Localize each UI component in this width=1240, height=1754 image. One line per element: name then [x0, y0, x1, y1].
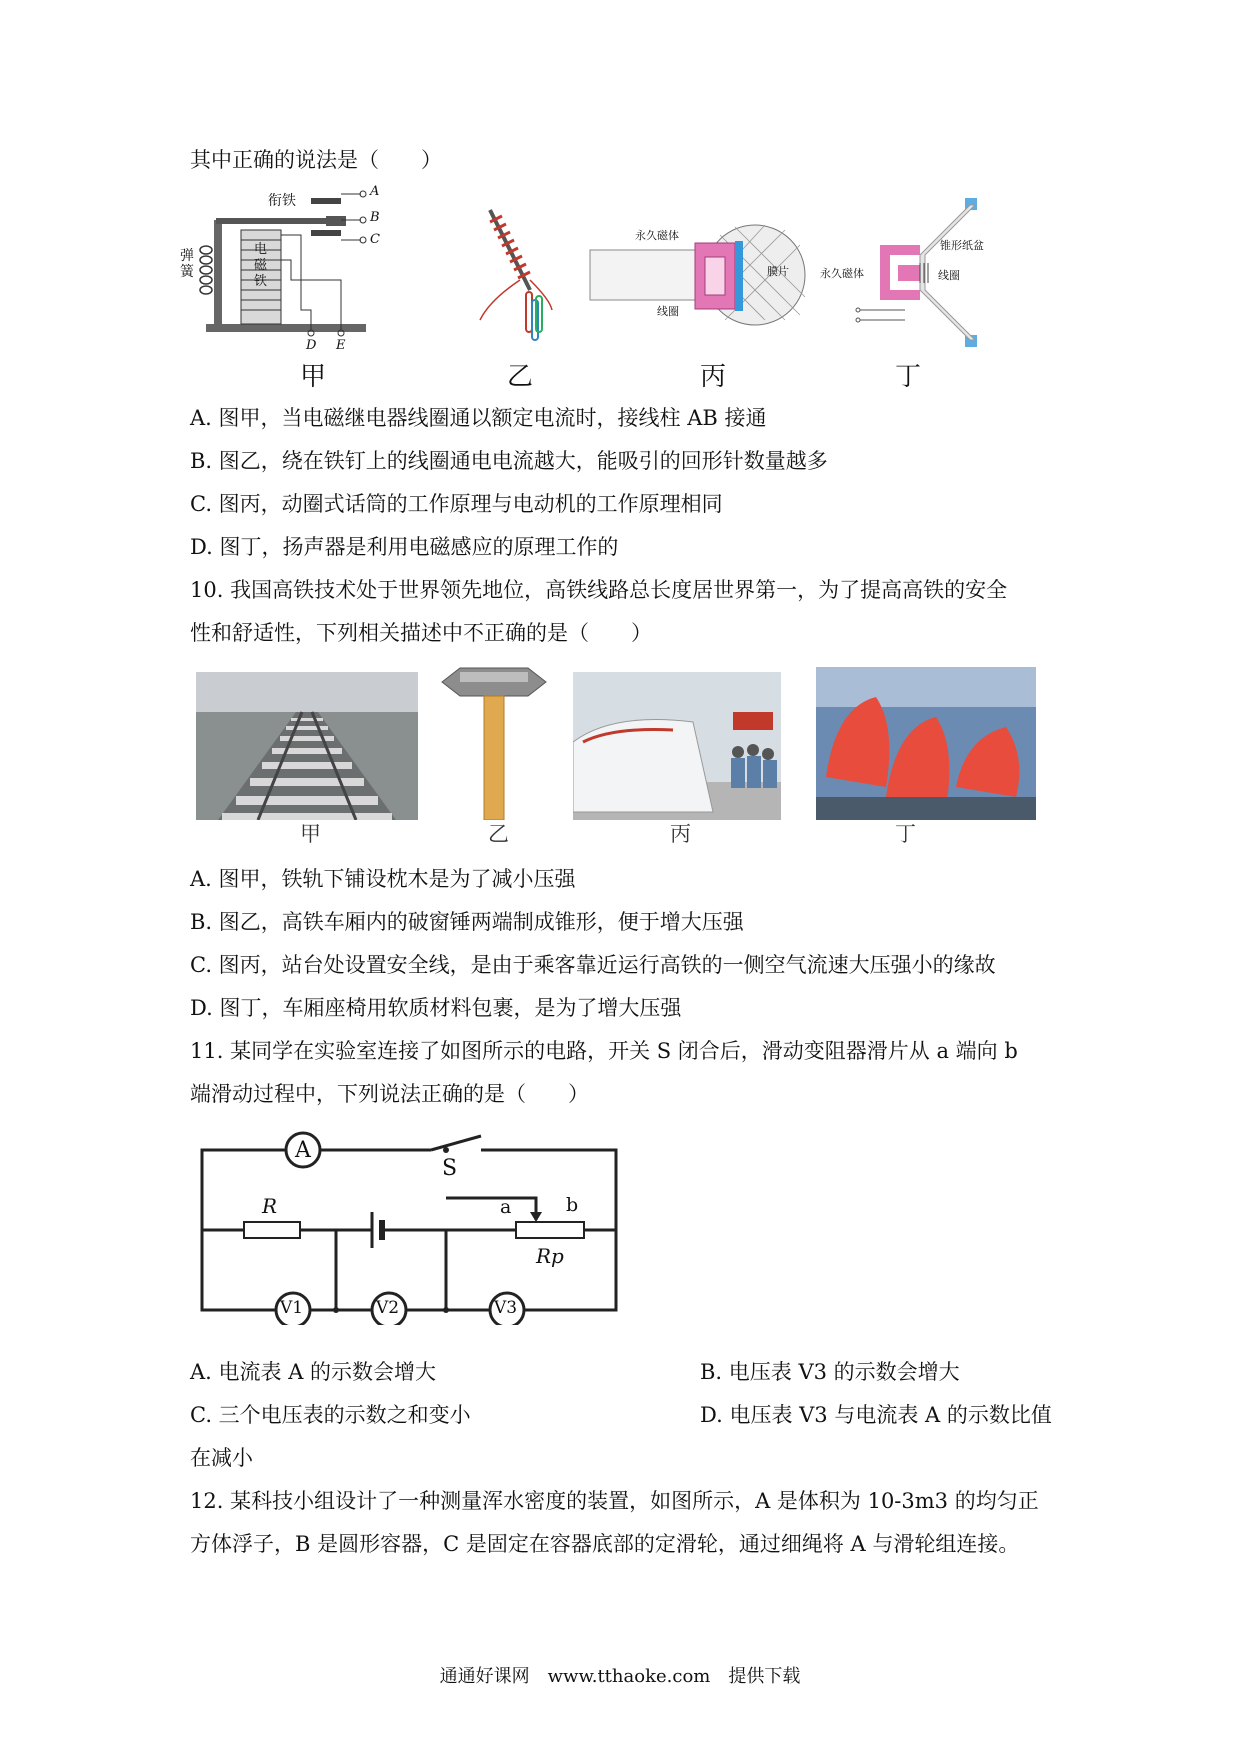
- q10-option-c: C. 图丙，站台处设置安全线，是由于乘客靠近运行高铁的一侧空气流速大压强小的缘故: [190, 953, 996, 977]
- q9-option-c: C. 图丙，动圈式话筒的工作原理与电动机的工作原理相同: [190, 492, 723, 516]
- nail-coil-figure: [470, 200, 560, 360]
- q11-option-d: D. 电压表 V3 与电流表 A 的示数比值: [700, 1403, 1052, 1427]
- q11-stem-line-1: 11. 某同学在实验室连接了如图所示的电路，开关 S 闭合后，滑动变阻器滑片从 a 端向 b: [190, 1039, 1018, 1063]
- circuit-rheostat-label: Rp: [536, 1244, 564, 1268]
- q11-option-a: A. 电流表 A 的示数会增大: [190, 1360, 437, 1384]
- relay-label-a: A: [370, 184, 380, 199]
- fig10-caption-3: 丙: [670, 822, 691, 846]
- q12-stem-line-2: 方体浮子，B 是圆形容器，C 是固定在容器底部的定滑轮，通过细绳将 A 与滑轮组连接。: [190, 1532, 1020, 1556]
- q11-option-b: B. 电压表 V3 的示数会增大: [700, 1360, 960, 1384]
- mic-label-magnet: 永久磁体: [635, 229, 679, 242]
- fig9-caption-1: 甲: [300, 362, 327, 392]
- fig10-caption-4: 丁: [895, 822, 916, 846]
- circuit-resistor-label: R: [262, 1194, 278, 1218]
- speaker-label-magnet: 永久磁体: [820, 267, 864, 280]
- train-seats-photo: [816, 667, 1036, 820]
- q11-stem-line-2: 端滑动过程中，下列说法正确的是（ ）: [190, 1082, 589, 1106]
- q9-option-b: B. 图乙，绕在铁钉上的线圈通电电流越大，能吸引的回形针数量越多: [190, 449, 828, 473]
- fig10-caption-2: 乙: [488, 822, 509, 846]
- page-footer: 通通好课网 www.tthaoke.com 提供下载: [439, 1666, 801, 1687]
- relay-label-magnet: 电磁铁: [254, 242, 268, 289]
- q10-stem-line-1: 10. 我国高铁技术处于世界领先地位，高铁线路总长度居世界第一，为了提高高铁的安全: [190, 578, 1008, 602]
- speaker-figure: [820, 195, 1010, 350]
- circuit-v2-label: V2: [376, 1298, 400, 1318]
- relay-figure: [180, 184, 446, 353]
- high-speed-train-photo: [573, 672, 781, 820]
- circuit-ammeter-label: A: [295, 1138, 311, 1163]
- fig9-caption-3: 丙: [700, 362, 727, 392]
- circuit-a-label: a: [500, 1196, 512, 1218]
- q9-option-a: A. 图甲，当电磁继电器线圈通以额定电流时，接线柱 AB 接通: [190, 406, 767, 430]
- relay-label-spring: 弹簧: [180, 248, 194, 280]
- q10-option-b: B. 图乙，高铁车厢内的破窗锤两端制成锥形，便于增大压强: [190, 910, 744, 934]
- fig9-caption-2: 乙: [507, 362, 534, 392]
- mic-label-diaphragm: 膜片: [767, 265, 789, 278]
- speaker-label-cone: 锥形纸盆: [940, 239, 984, 252]
- q11-option-c: C. 三个电压表的示数之和变小: [190, 1403, 471, 1427]
- circuit-v3-label: V3: [494, 1298, 518, 1318]
- circuit-v1-label: V1: [280, 1298, 304, 1318]
- fig9-caption-4: 丁: [895, 362, 922, 392]
- q9-stem-tail: 其中正确的说法是（ ）: [190, 148, 442, 172]
- q10-option-a: A. 图甲，铁轨下铺设枕木是为了减小压强: [190, 867, 576, 891]
- q11-option-d-continued: 在减小: [190, 1446, 253, 1470]
- microphone-figure: [585, 205, 810, 330]
- relay-label-e: E: [336, 338, 346, 353]
- fig10-caption-1: 甲: [300, 822, 321, 846]
- circuit-diagram: [196, 1130, 626, 1325]
- q9-option-d: D. 图丁，扬声器是利用电磁感应的原理工作的: [190, 535, 619, 559]
- mic-label-coil: 线圈: [657, 305, 679, 318]
- q10-stem-line-2: 性和舒适性，下列相关描述中不正确的是（ ）: [190, 621, 652, 645]
- circuit-b-label: b: [566, 1194, 579, 1216]
- railway-track-photo: [196, 672, 418, 820]
- q10-option-d: D. 图丁，车厢座椅用软质材料包裹，是为了增大压强: [190, 996, 682, 1020]
- relay-label-armature: 衔铁: [268, 193, 296, 209]
- circuit-switch-label: S: [442, 1156, 458, 1181]
- relay-label-b: B: [370, 210, 380, 225]
- speaker-label-coil: 线圈: [938, 269, 960, 282]
- relay-label-c: C: [370, 232, 380, 247]
- q12-stem-line-1: 12. 某科技小组设计了一种测量浑水密度的装置，如图所示，A 是体积为 10-3m3 的均匀正: [190, 1489, 1039, 1513]
- safety-hammer-photo: [440, 660, 548, 820]
- relay-label-d: D: [306, 338, 317, 353]
